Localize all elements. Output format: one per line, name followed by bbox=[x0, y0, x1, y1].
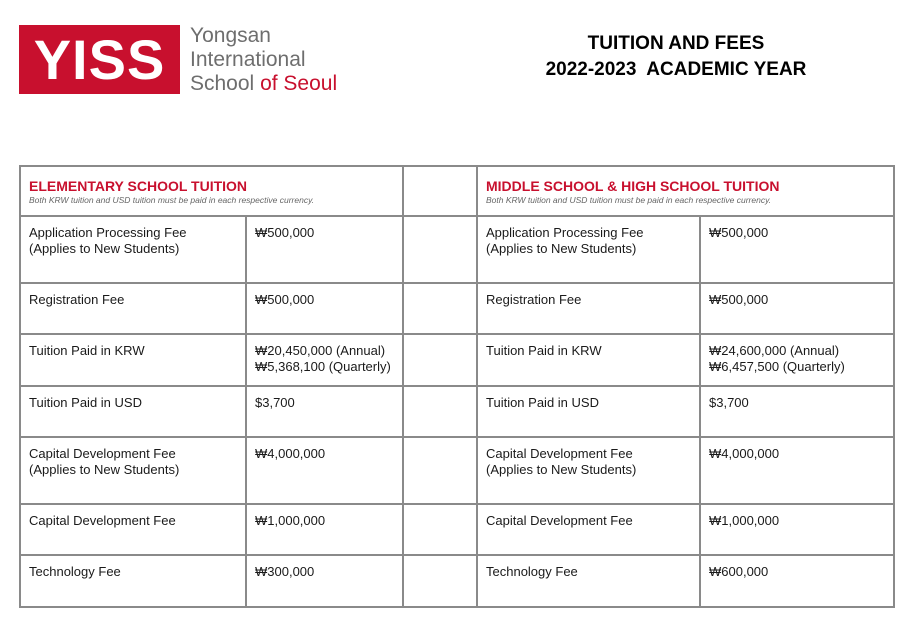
spacer-cell bbox=[403, 386, 477, 437]
tuition-table bbox=[19, 165, 895, 608]
table-row bbox=[20, 216, 894, 283]
table-row bbox=[20, 504, 894, 555]
elementary-fee-label: Capital Development Fee bbox=[20, 504, 246, 555]
page-subtitle: 2022-2023 ACADEMIC YEAR bbox=[545, 59, 807, 80]
elementary-note: Both KRW tuition and USD tuition must be paid in each respective currency. bbox=[29, 195, 315, 205]
elementary-header bbox=[20, 166, 403, 216]
table-row bbox=[20, 437, 894, 504]
table-row bbox=[20, 334, 894, 386]
spacer-cell bbox=[403, 555, 477, 607]
secondary-fee-label: Capital Development Fee bbox=[477, 504, 700, 555]
elementary-fee-value: $3,700 bbox=[246, 386, 403, 437]
spacer-cell bbox=[403, 216, 477, 283]
secondary-fee-value: $3,700 bbox=[700, 386, 894, 437]
spacer-cell bbox=[403, 334, 477, 386]
elementary-fee-value: ₩500,000 bbox=[246, 216, 403, 283]
page-title: TUITION AND FEES bbox=[587, 33, 765, 54]
secondary-fee-value: ₩24,600,000 (Annual) ₩6,457,500 (Quarterly) bbox=[700, 334, 894, 386]
elementary-fee-label: Tuition Paid in KRW bbox=[20, 334, 246, 386]
spacer-cell bbox=[403, 166, 477, 216]
secondary-note: Both KRW tuition and USD tuition must be paid in each respective currency. bbox=[486, 195, 772, 205]
elementary-fee-value: ₩300,000 bbox=[246, 555, 403, 607]
school-name-line3-main: School bbox=[190, 72, 255, 95]
school-name-line3 bbox=[190, 72, 337, 96]
elementary-heading: ELEMENTARY SCHOOL TUITION bbox=[29, 178, 248, 194]
secondary-fee-value: ₩4,000,000 bbox=[700, 437, 894, 504]
table-header-row bbox=[20, 166, 894, 216]
school-name-line2: International bbox=[190, 48, 306, 71]
secondary-fee-label: Application Processing Fee (Applies to New Students) bbox=[477, 216, 700, 283]
secondary-fee-label: Tuition Paid in KRW bbox=[477, 334, 700, 386]
school-name bbox=[190, 24, 337, 96]
spacer-cell bbox=[403, 504, 477, 555]
table-row bbox=[20, 283, 894, 334]
elementary-fee-label: Technology Fee bbox=[20, 555, 246, 607]
secondary-fee-value: ₩1,000,000 bbox=[700, 504, 894, 555]
secondary-fee-label: Technology Fee bbox=[477, 555, 700, 607]
table-row bbox=[20, 555, 894, 607]
secondary-header bbox=[477, 166, 894, 216]
elementary-fee-label: Tuition Paid in USD bbox=[20, 386, 246, 437]
spacer-cell bbox=[403, 437, 477, 504]
elementary-fee-value: ₩20,450,000 (Annual) ₩5,368,100 (Quarterly) bbox=[246, 334, 403, 386]
secondary-fee-value: ₩500,000 bbox=[700, 283, 894, 334]
secondary-heading: MIDDLE SCHOOL & HIGH SCHOOL TUITION bbox=[486, 178, 780, 194]
elementary-fee-value: ₩4,000,000 bbox=[246, 437, 403, 504]
elementary-fee-value: ₩500,000 bbox=[246, 283, 403, 334]
yiss-logo-mark: YISS bbox=[19, 25, 180, 94]
elementary-fee-label: Capital Development Fee (Applies to New Students) bbox=[20, 437, 246, 504]
secondary-fee-label: Registration Fee bbox=[477, 283, 700, 334]
table-row bbox=[20, 386, 894, 437]
elementary-fee-value: ₩1,000,000 bbox=[246, 504, 403, 555]
secondary-fee-value: ₩500,000 bbox=[700, 216, 894, 283]
school-name-line3-accent: of Seoul bbox=[260, 72, 338, 95]
elementary-fee-label: Registration Fee bbox=[20, 283, 246, 334]
secondary-fee-label: Tuition Paid in USD bbox=[477, 386, 700, 437]
elementary-fee-label: Application Processing Fee (Applies to New Students) bbox=[20, 216, 246, 283]
secondary-fee-value: ₩600,000 bbox=[700, 555, 894, 607]
spacer-cell bbox=[403, 283, 477, 334]
secondary-fee-label: Capital Development Fee (Applies to New Students) bbox=[477, 437, 700, 504]
school-name-line1: Yongsan bbox=[190, 24, 271, 47]
